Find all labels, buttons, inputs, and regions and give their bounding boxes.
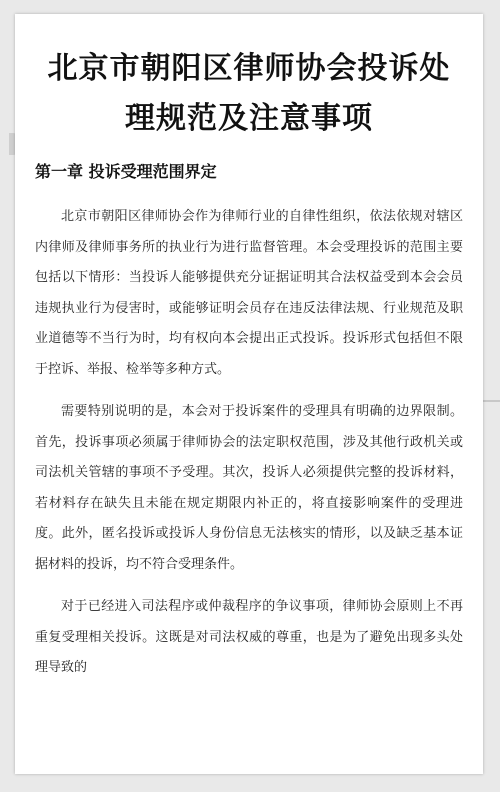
- document-page: [15, 14, 483, 774]
- document-body: [35, 202, 463, 696]
- document-title-line-2: 理规范及注意事项: [125, 101, 373, 136]
- chapter-heading: 第一章 投诉受理范围界定: [35, 162, 217, 181]
- paragraph-1: 北京市朝阳区律师协会作为律师行业的自律性组织，依法依规对辖区内律师及律师事务所的执业行为进行监督管理。本会受理投诉的范围主要包括以下情形：当投诉人能够提供充分证据证明其合法权益受到本会会员违规执业行为侵害时，或能够证明会员存在违反法律法规、行业规范及职业道德等不当行为时，均有权向本会提出正式投诉。投诉形式包括但不限于控诉、举报、检举等多种方式。: [35, 209, 463, 377]
- paragraph-3: 对于已经进入司法程序或仲裁程序的争议事项，律师协会原则上不再重复受理相关投诉。这既是对司法权威的尊重，也是为了避免出现多头处理导致的: [35, 599, 463, 675]
- document-title-line-1: 北京市朝阳区律师协会投诉处: [47, 51, 451, 86]
- scroll-edge-line: [482, 400, 500, 402]
- paragraph-2: 需要特别说明的是，本会对于投诉案件的受理具有明确的边界限制。首先，投诉事项必须属于律师协会的法定职权范围，涉及其他行政机关或司法机关管辖的事项不予受理。其次，投诉人必须提供完整的投诉材料，若材料存在缺失且未能在规定期限内补正的，将直接影响案件的受理进度。此外，匿名投诉或投诉人身份信息无法核实的情形，以及缺乏基本证据材料的投诉，均不符合受理条件。: [35, 404, 463, 572]
- document-title: [15, 44, 483, 144]
